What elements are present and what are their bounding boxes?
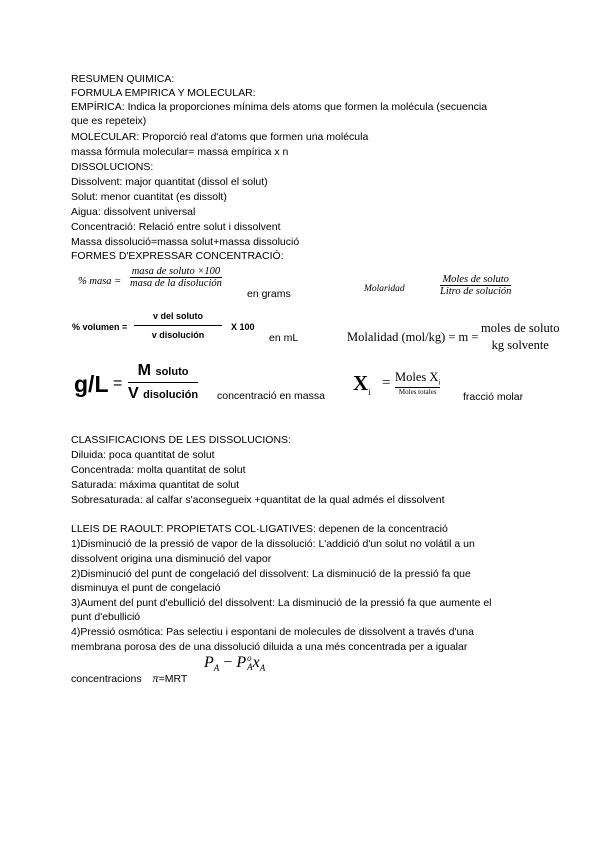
text-line: que es repeteix) — [71, 115, 147, 127]
mole-fraction-numerator-sub: i — [438, 378, 441, 387]
molalidad-prefix: Molalidad (mol/kg) = m = — [347, 330, 479, 344]
osmotic-line — [71, 671, 187, 686]
solvent-subscript: A — [259, 663, 266, 674]
section-heading: LLEIS DE RAOULT: PROPIETATS COL·LIGATIVES: depenen de la concentració — [71, 523, 448, 535]
volume-percent-fraction — [134, 311, 222, 340]
volume-percent-unit: en mL — [269, 332, 299, 344]
mole-fraction-x: X — [353, 371, 369, 395]
mass-subscript: soluto — [155, 366, 189, 378]
text-line: Solut: menor cuantitat (es dissolt) — [71, 191, 227, 203]
grams-per-litre-fraction — [128, 362, 198, 403]
volume-percent-factor: X 100 — [231, 322, 255, 332]
mole-fraction-fraction — [395, 370, 440, 396]
mole-fraction-symbol: x — [252, 654, 260, 671]
solvent-subscript: A — [213, 663, 220, 674]
mass-percent-fraction — [130, 266, 222, 289]
text-line: massa fórmula molecular= massa empírica x n — [71, 146, 289, 158]
volume-percent-numerator: v del soluto — [152, 311, 203, 321]
text-line: Sobresaturada: al calfar s'aconsegueix +quantitat de la qual admés el dissolvent — [71, 494, 445, 506]
mole-fraction-denominator: Moles totales — [398, 387, 437, 396]
section-heading: FORMULA EMPIRICA Y MOLECULAR: — [71, 87, 256, 99]
text-line: 1)Disminució de la pressió de vapor de la dissolució: L'addició d'un solut no volátil a un — [71, 538, 475, 550]
text-line: punt d'ebullició — [71, 611, 141, 623]
text-line: 3)Aument del punt d'ebullició del dissolvent: La disminució de la pressió fa que aumente el — [71, 597, 492, 609]
volume-percent-denominator: v disolución — [151, 330, 205, 340]
mass-symbol: M — [137, 362, 151, 379]
text-line: Massa dissolució=massa solut+massa dissolució — [71, 236, 300, 248]
molaridad-numerator: Moles de soluto — [442, 274, 509, 285]
text-line: Diluida: poca quantitat de solut — [71, 449, 215, 461]
text-line: Aigua: dissolvent universal — [71, 206, 196, 218]
text-line: 4)Pressió osmótica: Pas selectiu i espontani de molecules de dissolvent a través d'una — [71, 626, 474, 638]
molaridad-fraction — [440, 274, 511, 297]
text-line: membrana porosa des de una dissolució diluida a una més concentrada per a igualar — [71, 641, 468, 653]
molaridad-label: Molaridad — [364, 284, 405, 294]
mole-fraction-caption: fracció molar — [463, 391, 524, 403]
molalidad-denominator: kg solvente — [491, 338, 549, 352]
equals-sign: = — [382, 375, 391, 391]
text-line: MOLECULAR: Proporció real d'atoms que formen una molécula — [71, 131, 369, 143]
osmotic-text: concentracions — [71, 673, 142, 685]
grams-per-litre-prefix: g/L — [74, 371, 109, 397]
pressure-symbol: P — [204, 654, 214, 671]
pi-symbol: π — [152, 671, 159, 685]
section-heading: FORMES D'EXPRESSAR CONCENTRACIÓ: — [71, 250, 284, 262]
equals-sign: = — [113, 375, 123, 392]
mole-fraction-symbol — [353, 371, 371, 397]
text-line: 2)Disminució del punt de congelació del dissolvent: La disminució de la pressió fa que — [71, 568, 471, 580]
text-line: Concentració: Relació entre solut i dissolvent — [71, 221, 281, 233]
fraction-bar — [134, 325, 222, 326]
osmotic-formula: =MRT — [158, 673, 188, 685]
mass-percent-unit: en grams — [247, 288, 291, 300]
standard-superscript: o — [247, 653, 252, 664]
text-line: Concentrada: molta quantitat de solut — [71, 464, 246, 476]
text-line: dissolvent origina una disminució del vapor — [71, 553, 272, 565]
text-line: disminuya el punt de congelació — [71, 582, 221, 594]
pure-pressure-symbol: P — [236, 654, 247, 671]
molalidad-fraction — [481, 321, 559, 353]
mass-percent-denominator: masa de la disolución — [130, 278, 222, 289]
raoult-law-formula — [204, 654, 265, 673]
section-heading: CLASSIFICACIONS DE LES DISSOLUCIONS: — [71, 434, 291, 446]
volume-symbol: V — [128, 385, 139, 402]
molalidad-numerator: moles de soluto — [481, 321, 560, 335]
volume-percent-prefix: % volumen = — [72, 322, 128, 332]
text-line: Dissolvent: major quantitat (dissol el solut) — [71, 176, 268, 188]
section-heading: DISSOLUCIONS: — [71, 161, 154, 173]
text-line: EMPÍRICA: Indica la proporciones mínima dels atoms que formen la molécula (secuencia — [71, 101, 488, 113]
mass-percent-prefix: % masa = — [78, 276, 122, 287]
volume-subscript: disolución — [143, 389, 199, 401]
solvent-subscript: A — [247, 662, 253, 673]
mole-fraction-numerator: Moles X — [395, 370, 439, 384]
minus-sign: − — [223, 654, 233, 671]
grams-per-litre-caption: concentració en massa — [217, 390, 325, 402]
mole-fraction-subscript: i — [368, 387, 371, 398]
document-title: RESUMEN QUIMICA: — [71, 73, 175, 85]
text-line: Saturada: máxima quantitat de solut — [71, 479, 240, 491]
mass-percent-numerator: masa de soluto ×100 — [131, 266, 221, 277]
molaridad-denominator: Litro de solución — [440, 286, 512, 297]
